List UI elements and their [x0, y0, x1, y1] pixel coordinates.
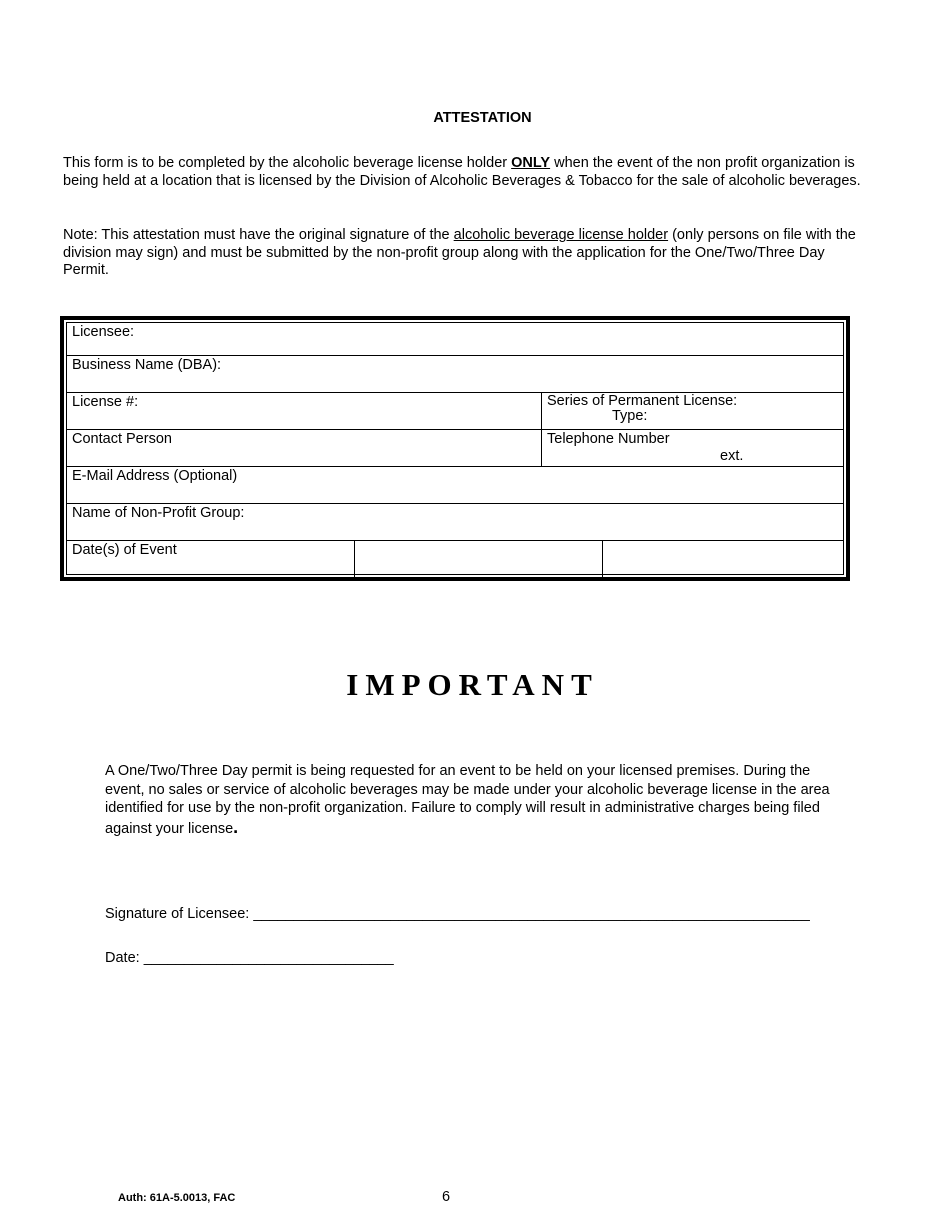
licensee-label: Licensee: — [72, 324, 135, 340]
intro-text-start: This form is to be completed by the alcoholic beverage license holder — [63, 155, 512, 171]
signature-field[interactable]: _____________________________________________________________________ — [253, 906, 810, 922]
nonprofit-row[interactable] — [67, 504, 843, 541]
licensee-info-form — [60, 316, 850, 581]
signature-label: Signature of Licensee: — [105, 906, 254, 922]
contact-person-field[interactable] — [67, 430, 541, 466]
date-field[interactable]: _______________________________ — [143, 950, 394, 966]
contact-person-label: Contact Person — [72, 431, 172, 447]
date-label: Date: — [105, 950, 144, 966]
email-label: E-Mail Address (Optional) — [72, 468, 238, 484]
nonprofit-name-label: Name of Non-Profit Group: — [72, 505, 245, 521]
event-dates-row — [67, 541, 843, 578]
license-row — [67, 393, 843, 430]
note-underlined-term: alcoholic beverage license holder — [453, 227, 669, 243]
signature-line — [105, 906, 810, 922]
note-paragraph — [63, 227, 863, 280]
ext-label: ext. — [720, 448, 744, 464]
note-text-start: Note: This attestation must have the original signature of the — [63, 227, 454, 243]
notice-text: A One/Two/Three Day permit is being requested for an event to be held on your licensed premises. During the event, no sales or service of alcoholic beverages may be made under your alcoholic beverage license in the area identified for use by the non-profit organization. Failure to comply will result in administrative charges being filed against your license — [105, 763, 830, 837]
page-title: ATTESTATION — [433, 110, 532, 126]
important-heading: IMPORTANT — [346, 667, 599, 702]
page-number: 6 — [442, 1189, 451, 1205]
telephone-field[interactable] — [541, 430, 843, 466]
contact-row — [67, 430, 843, 467]
business-name-row[interactable] — [67, 356, 843, 393]
event-date-field-2[interactable] — [602, 541, 843, 578]
date-line — [105, 950, 394, 966]
telephone-label: Telephone Number — [547, 431, 670, 447]
authority-citation: Auth: 61A-5.0013, FAC — [118, 1192, 236, 1204]
event-dates-label: Date(s) of Event — [72, 542, 177, 558]
intro-emphasis: ONLY — [511, 155, 551, 171]
license-number-field[interactable] — [67, 393, 541, 429]
licensee-row[interactable] — [67, 323, 843, 356]
note-text-end: (only persons on file with the division may sign) and must be submitted by the non-profit group along with the application for the One/Two/Three Day Permit. — [63, 227, 856, 278]
series-field[interactable] — [541, 393, 843, 429]
notice-end-mark: . — [233, 816, 239, 837]
series-label: Series of Permanent License: — [547, 393, 738, 409]
email-row[interactable] — [67, 467, 843, 504]
intro-text-end: when the event of the non profit organization is being held at a location that is licensed by the Division of Alcoholic Beverages & Tobacco for the sale of alcoholic beverages. — [63, 155, 861, 189]
event-dates-label-cell — [67, 541, 354, 578]
type-label: Type: — [612, 408, 648, 424]
license-number-label: License #: — [72, 394, 139, 410]
intro-paragraph — [63, 155, 863, 190]
event-date-field-1[interactable] — [354, 541, 602, 578]
business-name-label: Business Name (DBA): — [72, 357, 222, 373]
important-notice — [105, 762, 845, 838]
